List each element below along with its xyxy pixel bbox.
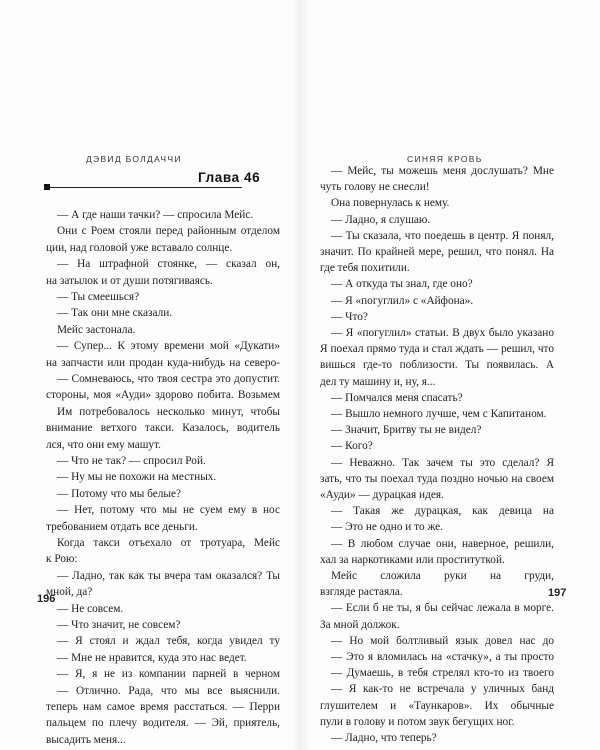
- text-line: — Ну мы не похожи на местных.: [57, 471, 217, 484]
- text-line: к Рою:: [46, 553, 78, 566]
- text-line: — Ладно, я слушаю.: [331, 213, 431, 226]
- text-line: — Что?: [331, 310, 368, 323]
- text-line: — Если б не ты, я бы сейчас лежала в морге.: [331, 602, 554, 615]
- text-line: стороны, моя «Ауди» здорово побита. Возьмем: [46, 389, 280, 402]
- page-number-left: 196: [37, 593, 56, 605]
- text-line: мной, да?: [46, 586, 93, 599]
- text-line: Мейс сложила руки на груди,: [331, 570, 554, 582]
- text-line: — На штрафной стоянке, — сказал он,: [57, 258, 280, 271]
- text-line: где тебя похитили.: [320, 262, 410, 275]
- text-line: — Помчался меня спасать?: [331, 391, 463, 404]
- text-line: высадить меня...: [46, 733, 126, 746]
- text-line: лся, что они ему машут.: [46, 438, 161, 451]
- text-line: — Это не одно и то же.: [331, 521, 443, 534]
- text-line: — Я стоял и ждал тебя, когда увидел ту: [57, 635, 280, 648]
- text-line: — Мне не нравится, куда это нас ведет.: [57, 651, 247, 664]
- text-line: Мейс застонала.: [57, 323, 136, 336]
- text-line: чуть голову не снесли!: [320, 181, 430, 194]
- text-line: Им потребовалось несколько минут, чтобы: [57, 405, 280, 418]
- text-line: — Нет, потому что мы не суем ему в нос: [57, 504, 280, 517]
- text-line: — Ладно, что теперь?: [331, 732, 437, 744]
- text-line: дел ту машину и, ну, я...: [320, 375, 436, 388]
- text-line: — Супер... К этому времени мой «Дукати»: [57, 340, 280, 353]
- text-line: глушителем и «Таункаров». Их обычные: [320, 699, 554, 712]
- chapter-rule: [44, 187, 242, 188]
- text-line: Они с Роем стояли перед районным отделом: [57, 225, 280, 238]
- text-line: хал за наркотиками или проституткой.: [320, 553, 505, 566]
- text-line: — Думаешь, в тебя стрелял кто-то из твоего: [331, 667, 554, 680]
- text-line: — Я «погуглил» статьи. В двух было указано: [331, 327, 554, 339]
- text-line: — Отлично. Рада, что мы все выяснили.: [57, 684, 280, 697]
- text-line: — Ты смеешься?: [57, 291, 140, 303]
- chapter-title: Глава 46: [198, 170, 261, 185]
- text-line: — Мейс, ты можешь меня дослушать? Мне: [331, 165, 554, 177]
- text-line: — Неважно. Так зачем ты это сделал? Я: [331, 456, 554, 469]
- text-line: — Ладно, так как ты вчера там оказался? Ты: [57, 569, 280, 582]
- text-line: — Что не так? — спросил Рой.: [57, 455, 206, 467]
- text-line: — В любом случае они, наверное, решили,: [331, 537, 554, 550]
- right-page: [300, 0, 600, 750]
- text-line: на затылок и от души потягиваясь.: [46, 274, 213, 287]
- text-line: — Не совсем.: [57, 602, 124, 615]
- running-head-title: СИНЯЯ КРОВЬ: [407, 154, 483, 164]
- text-line: — Ты сказала, что поедешь в центр. Я понял,: [331, 229, 554, 242]
- text-line: вишься где-то поблизости. Ты появилась. А: [320, 359, 554, 372]
- text-line: — Но мой болтливый язык довел нас до: [331, 634, 554, 647]
- text-line: — Это я вломилась на «стачку», а ты просто: [331, 651, 554, 663]
- text-line: — Такая же дурацкая, как девица на: [331, 505, 554, 518]
- text-line: — Потому что мы белые?: [57, 487, 181, 500]
- text-line: — Кого?: [331, 440, 373, 453]
- text-line: «Ауди» — дурацкая идея.: [320, 489, 444, 501]
- text-line: значит. По крайней мере, решил, что понял. На: [320, 246, 554, 258]
- text-line: требованием отдать все деньги.: [46, 520, 198, 533]
- text-line: — Значит, Бритву ты не видел?: [331, 424, 482, 437]
- text-line: — Я, я не из компании парней в черном: [57, 668, 280, 681]
- text-line: — Вышло немного лучше, чем с Капитаном.: [331, 408, 547, 420]
- text-line: Когда такси отъехало от тротуара, Мейс: [57, 537, 280, 549]
- text-line: — А откуда ты знал, где оно?: [331, 278, 473, 291]
- text-line: взгляде растаяла.: [320, 586, 403, 599]
- text-line: пальцем по плечу водителя. — Эй, приятель,: [46, 717, 280, 730]
- text-line: — Сомневаюсь, что твоя сестра это допустит.: [57, 373, 280, 385]
- text-line: — Так они мне сказали.: [57, 307, 173, 320]
- text-line: — Что значит, не совсем?: [57, 619, 181, 631]
- text-line: — Я «погуглил» с «Айфона».: [331, 294, 474, 307]
- text-line: зать, что ты поехал туда поздно ночью на своем: [320, 472, 554, 485]
- text-line: теперь нам самое время расстаться. — Перри: [46, 701, 280, 713]
- text-line: — Я как-то не встречала у уличных банд: [331, 683, 554, 696]
- running-head-author: ДЭВИД БОЛДАЧЧИ: [86, 154, 182, 164]
- text-line: пули в голову и потом звук бегущих ног.: [320, 715, 515, 728]
- page-number-right: 197: [548, 587, 567, 599]
- text-line: на запчасти или продан куда-нибудь на северо-: [46, 356, 280, 369]
- text-line: Я поехал прямо туда и стал ждать — решил, что: [320, 343, 554, 356]
- text-line: — А где наши тачки? — спросила Мейс.: [57, 209, 254, 221]
- text-line: Она повернулась к нему.: [331, 197, 450, 210]
- text-line: ции, над головой уже вставало солнце.: [46, 241, 233, 254]
- text-line: За мной должок.: [320, 618, 400, 631]
- book-gutter: [292, 0, 308, 750]
- text-line: внимание ветхого такси. Казалось, водитель: [46, 422, 280, 435]
